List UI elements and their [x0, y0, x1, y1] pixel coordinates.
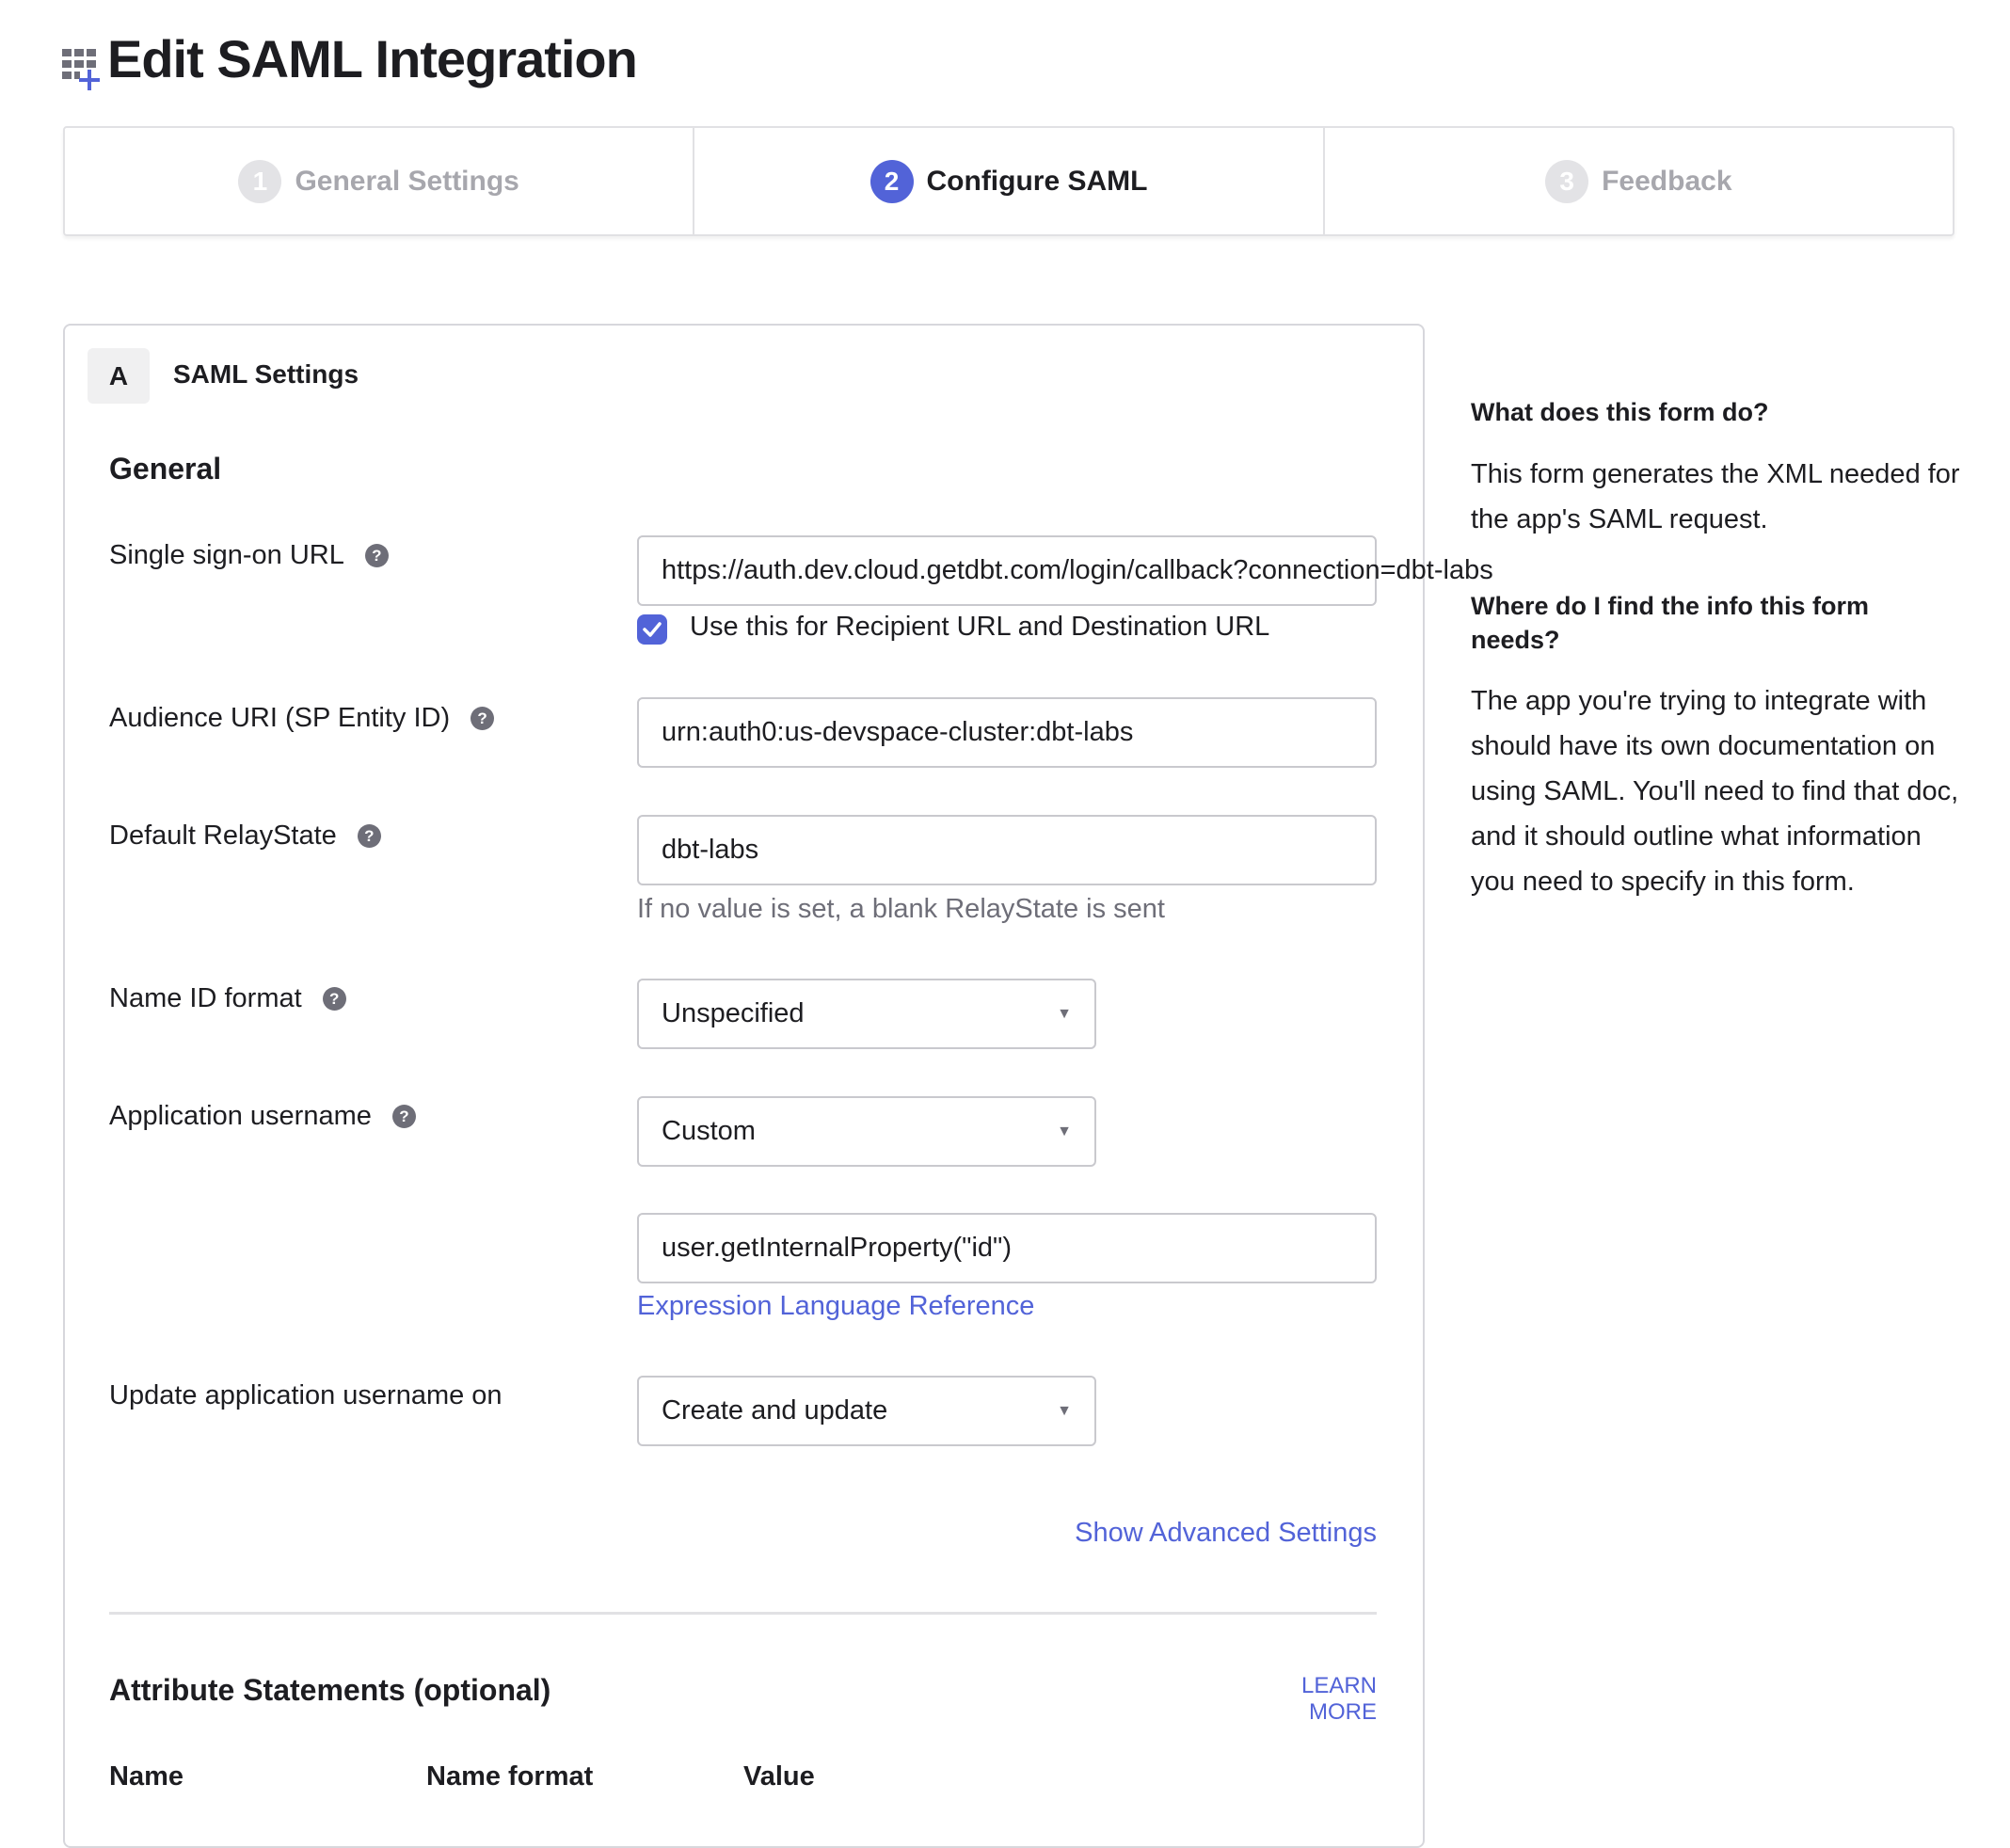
label-text: Update application username on	[109, 1380, 502, 1410]
checkmark-icon	[643, 622, 662, 637]
recipient-url-checkbox[interactable]	[637, 614, 667, 645]
audience-uri-input[interactable]: urn:auth0:us-devspace-cluster:dbt-labs	[637, 697, 1377, 768]
attribute-statements-heading: Attribute Statements (optional)	[109, 1673, 551, 1707]
step-feedback[interactable]	[1325, 128, 1953, 234]
label-text: Default RelayState	[109, 820, 337, 851]
column-header-value: Value	[743, 1761, 815, 1792]
step-general-settings[interactable]	[65, 128, 694, 234]
show-advanced-settings-link[interactable]: Show Advanced Settings	[1075, 1518, 1377, 1548]
label-text: Audience URI (SP Entity ID)	[109, 703, 451, 733]
sso-url-input[interactable]: https://auth.dev.cloud.getdbt.com/login/callback?connection=dbt-labs	[637, 535, 1377, 606]
help-icon[interactable]: ?	[323, 987, 346, 1011]
divider	[109, 1612, 1377, 1615]
application-username-select[interactable]	[637, 1096, 1096, 1167]
expression-language-reference-link[interactable]: Expression Language Reference	[637, 1291, 1035, 1321]
label-text: Application username	[109, 1101, 372, 1131]
help-question-2: Where do I find the info this form needs?	[1471, 592, 1869, 654]
update-username-on-label	[109, 1380, 502, 1411]
relaystate-label	[109, 820, 381, 852]
relaystate-hint: If no value is set, a blank RelayState is sent	[637, 894, 1165, 924]
section-badge: A	[88, 348, 150, 404]
wizard-stepper	[63, 126, 1954, 236]
page-title: Edit SAML Integration	[107, 29, 637, 88]
step-configure-saml[interactable]	[694, 128, 1324, 234]
help-icon[interactable]: ?	[365, 544, 389, 567]
label-text: Single sign-on URL	[109, 540, 344, 570]
column-header-name-format: Name format	[426, 1761, 594, 1792]
help-answer-2: The app you're trying to integrate with should have its own documentation on using SAML. You'll need to find that doc, and it should outline what information you need to specify in this form.	[1471, 686, 1959, 897]
select-value: Unspecified	[662, 998, 805, 1028]
card-title: SAML Settings	[173, 359, 359, 389]
update-username-on-select[interactable]	[637, 1376, 1096, 1446]
step-label: General Settings	[295, 165, 519, 197]
step-number: 1	[238, 160, 281, 203]
help-answer-1: This form generates the XML needed for the app's SAML request.	[1471, 459, 1960, 534]
help-icon[interactable]: ?	[358, 824, 381, 848]
application-username-label	[109, 1101, 416, 1132]
name-id-format-select[interactable]	[637, 979, 1096, 1049]
column-header-name: Name	[109, 1761, 183, 1792]
username-expression-input[interactable]: user.getInternalProperty("id")	[637, 1213, 1377, 1283]
select-value: Custom	[662, 1116, 756, 1146]
learn-more-link[interactable]: LEARN MORE	[1300, 1673, 1377, 1725]
step-label: Configure SAML	[926, 165, 1148, 197]
help-icon[interactable]: ?	[471, 707, 494, 730]
caret-down-icon: ▼	[1057, 1123, 1072, 1139]
step-number: 3	[1545, 160, 1588, 203]
relaystate-input[interactable]: dbt-labs	[637, 815, 1377, 885]
recipient-url-checkbox-label[interactable]: Use this for Recipient URL and Destination URL	[690, 612, 1270, 642]
section-heading-general: General	[109, 452, 222, 486]
name-id-format-label	[109, 983, 346, 1014]
select-value: Create and update	[662, 1395, 888, 1426]
sso-url-label	[109, 540, 389, 571]
label-text: Name ID format	[109, 983, 302, 1013]
caret-down-icon: ▼	[1057, 1402, 1072, 1419]
caret-down-icon: ▼	[1057, 1005, 1072, 1022]
step-label: Feedback	[1602, 165, 1732, 197]
help-question-1: What does this form do?	[1471, 398, 1769, 426]
help-icon[interactable]: ?	[392, 1105, 416, 1128]
app-grid-plus-icon	[62, 49, 104, 90]
audience-uri-label	[109, 703, 494, 734]
step-number: 2	[870, 160, 914, 203]
